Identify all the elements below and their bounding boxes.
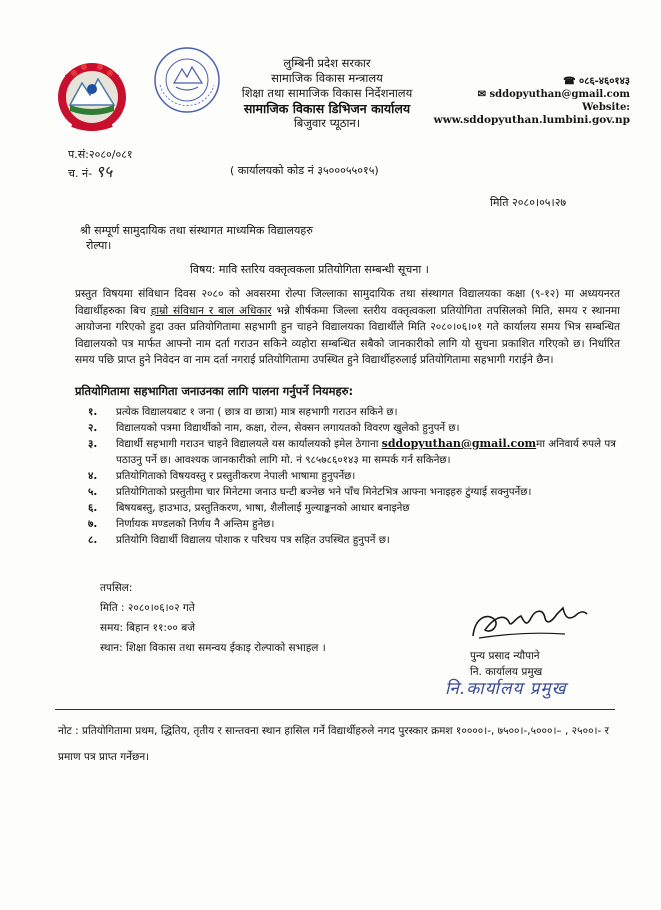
- recipient-line-1: श्री सम्पूर्ण सामुदायिक तथा संस्थागत माध्यमिक विद्यालयहरु: [80, 224, 313, 237]
- rules-heading: प्रतियोगितामा सहभागिता जनाउनका लागि पालना गर्नुपर्ने नियमहरु:: [75, 384, 354, 398]
- list-item: [88, 420, 618, 436]
- rules-list: [88, 404, 618, 548]
- rule-email[interactable]: sddopyuthan@gmail.com: [381, 437, 537, 450]
- patra-sankhya: प.सं:२०८०/०८१: [68, 148, 133, 161]
- recipient-line-2: रोल्पा।: [86, 239, 112, 252]
- phone-number: ☎ ०८६-४६०१४३: [563, 76, 630, 87]
- chalani-number: ९५: [95, 162, 113, 181]
- rule-text: विद्यालयको पत्रमा विद्यार्थीको नाम, कक्षा, रोल्न, सेक्सन लगायतको विवरण खुलेको हुनुपर्ने छ।: [116, 422, 460, 434]
- list-item: [88, 436, 618, 468]
- letterhead: [212, 56, 442, 131]
- office-stamp: नि.कार्यालय प्रमुख: [445, 679, 567, 699]
- handwritten-signature-icon: [465, 598, 595, 646]
- rule-text: बिषयबस्तु, हाउभाउ, प्रस्तुतिकरण, भाषा, शैलीलाई मुल्याङ्कनको आधार बनाइनेछ: [116, 502, 410, 514]
- rule-text: प्रतियोगिताको प्रस्तुतीमा चार मिनेटमा जनाउ घन्टी बज्नेछ भने पाँच मिनेटभित्र आफ्ना भनाइहरु टुंग्याई सक्नुपर्नेछ।: [116, 486, 532, 498]
- schedule-date: मिति : २०८०।०६।०२ गते: [100, 602, 195, 614]
- rule-number: ६.: [88, 502, 98, 514]
- body-paragraph: [75, 286, 620, 369]
- office-code: ( कार्यालयको कोड नं ३५०००५५०१५): [230, 164, 379, 177]
- signatory-title: नि. कार्यालय प्रमुख: [470, 666, 543, 678]
- contact-email: ✉ sddopyuthan@gmail.com: [477, 89, 630, 100]
- signatory-name: पुन्य प्रसाद न्यौपाने: [470, 650, 540, 662]
- recipient: [80, 223, 313, 253]
- rule-text: प्रतियोगि विद्यार्थी विद्यालय पोशाक र परिचय पत्र सहित उपस्थित हुनुपर्ने छ।: [116, 534, 390, 546]
- header-line-1: लुम्बिनी प्रदेश सरकार: [283, 56, 371, 70]
- header-line-2: सामाजिक विकास मन्त्रालय: [271, 71, 383, 85]
- subject-line: विषय: मावि स्तरिय वक्तृत्वकला प्रतियोगिता सम्बन्धी सूचना ।: [190, 263, 429, 276]
- footnote: नोट : प्रतियोगितामा प्रथम, द्धितिय, तृतीय र सान्तवना स्थान हासिल गर्ने विद्यार्थीहरुले नगद पुरस्कार क्रमश १००००।-, ७५००।-,५०००।– , २५००।- र प्रमाण पत्र प्राप्त गर्नेछन।: [58, 725, 609, 763]
- contact-block: [410, 75, 630, 127]
- list-item: [88, 404, 618, 420]
- list-item: [88, 516, 618, 532]
- letter-date: मिति २०८०।०५।२७: [490, 196, 567, 209]
- list-item: [88, 468, 618, 484]
- rule-number: ८.: [88, 534, 98, 546]
- rule-number: ३.: [88, 438, 98, 450]
- header-address: बिजुवार प्यूठान।: [293, 116, 361, 130]
- rule-text: प्रत्येक विद्यालयबाट १ जना ( छात्र वा छात्रा) मात्र सहभागी गराउन सकिने छ।: [116, 406, 398, 418]
- rule-number: ७.: [88, 518, 98, 530]
- rule-number: २.: [88, 422, 98, 434]
- chalani-label: च. नं-: [68, 167, 93, 180]
- rule-number: १.: [88, 406, 98, 418]
- header-line-3: शिक्षा तथा सामाजिक विकास निर्देशनालय: [241, 86, 413, 100]
- body-topic: हाम्रो संविधान र बाल अधिकार: [150, 304, 272, 317]
- schedule-place: स्थान: शिक्षा विकास तथा समन्वय ईकाइ रोल्पाको सभाहल ।: [100, 642, 326, 654]
- rule-text: विद्यार्थी सहभागी गराउन चाहने विद्यालयले यस कार्यालयको इमेल ठेगाना: [116, 438, 382, 450]
- rule-text: निर्णायक मण्डलको निर्णय नै अन्तिम हुनेछ।: [116, 518, 275, 530]
- nepal-emblem-icon: [52, 55, 132, 135]
- header-office-name: सामाजिक विकास डिभिजन कार्यालय: [243, 101, 411, 116]
- reference-numbers: [68, 146, 133, 182]
- schedule-time: समय: बिहान ११:०० बजे: [100, 622, 196, 634]
- website-label: Website:: [582, 102, 630, 113]
- list-item: [88, 484, 618, 500]
- rule-number: ४.: [88, 470, 98, 482]
- list-item: [88, 532, 618, 548]
- rule-number: ५.: [88, 486, 98, 498]
- rule-text-continued: मा अनिवार्य रुपले पत्र पठाउनु पर्ने छ। आवश्यक जानकारीको लागि मो. नं ९८५७८६०१४३ मा सम्पर्क गर्न सकिनेछ।: [116, 438, 616, 466]
- divider: [55, 709, 615, 710]
- body-intro: प्रस्तुत विषयमा संविधान दिवस २०८० को अवसरमा रोल्पा जिल्लाका सामुदायिक तथा संस्थागत विद्यालयका कक्षा (९-१२) मा अध्ययनरत विद्यार्थीहरुका बिच: [75, 288, 620, 317]
- website-url: www.sddopyuthan.lumbini.gov.np: [433, 114, 630, 126]
- list-item: [88, 500, 618, 516]
- schedule-heading: तपसिल:: [100, 582, 133, 594]
- schedule-block: [100, 578, 326, 658]
- body-rest: भन्ने शीर्षकमा जिल्ला स्तरीय वक्तृत्वकला प्रतियोगिता तपसिलको मिति, समय र स्थानमा आयोजना गरिएको हुदा उक्त प्रतियोगितामा सहभागी हुन चाहने विद्यालयका विद्यार्थीले मिति २०८०।०६।०१ गते कार्यालय समय भित्र सम्बन्धित विद्यालयको पत्र मार्फत आफ्नो नाम दर्ता गराउन सकिने व्यहोरा सम्बन्धित सबैको जानकारीको लागि यो सुचना प्रकाशित गरिएको छ। निर्धारित समय पछि प्राप्त हुने निवेदन वा नाम दर्ता नगराई प्रतियोगितामा उपस्थित हुने विद्यार्थीहरुलाई प्रतियोगितामा सहभागी गराईने छैन।: [75, 304, 620, 366]
- rule-text: प्रतियोगिताको विषयवस्तु र प्रस्तुतीकरण नेपाली भाषामा हुनुपर्नेछ।: [116, 470, 356, 482]
